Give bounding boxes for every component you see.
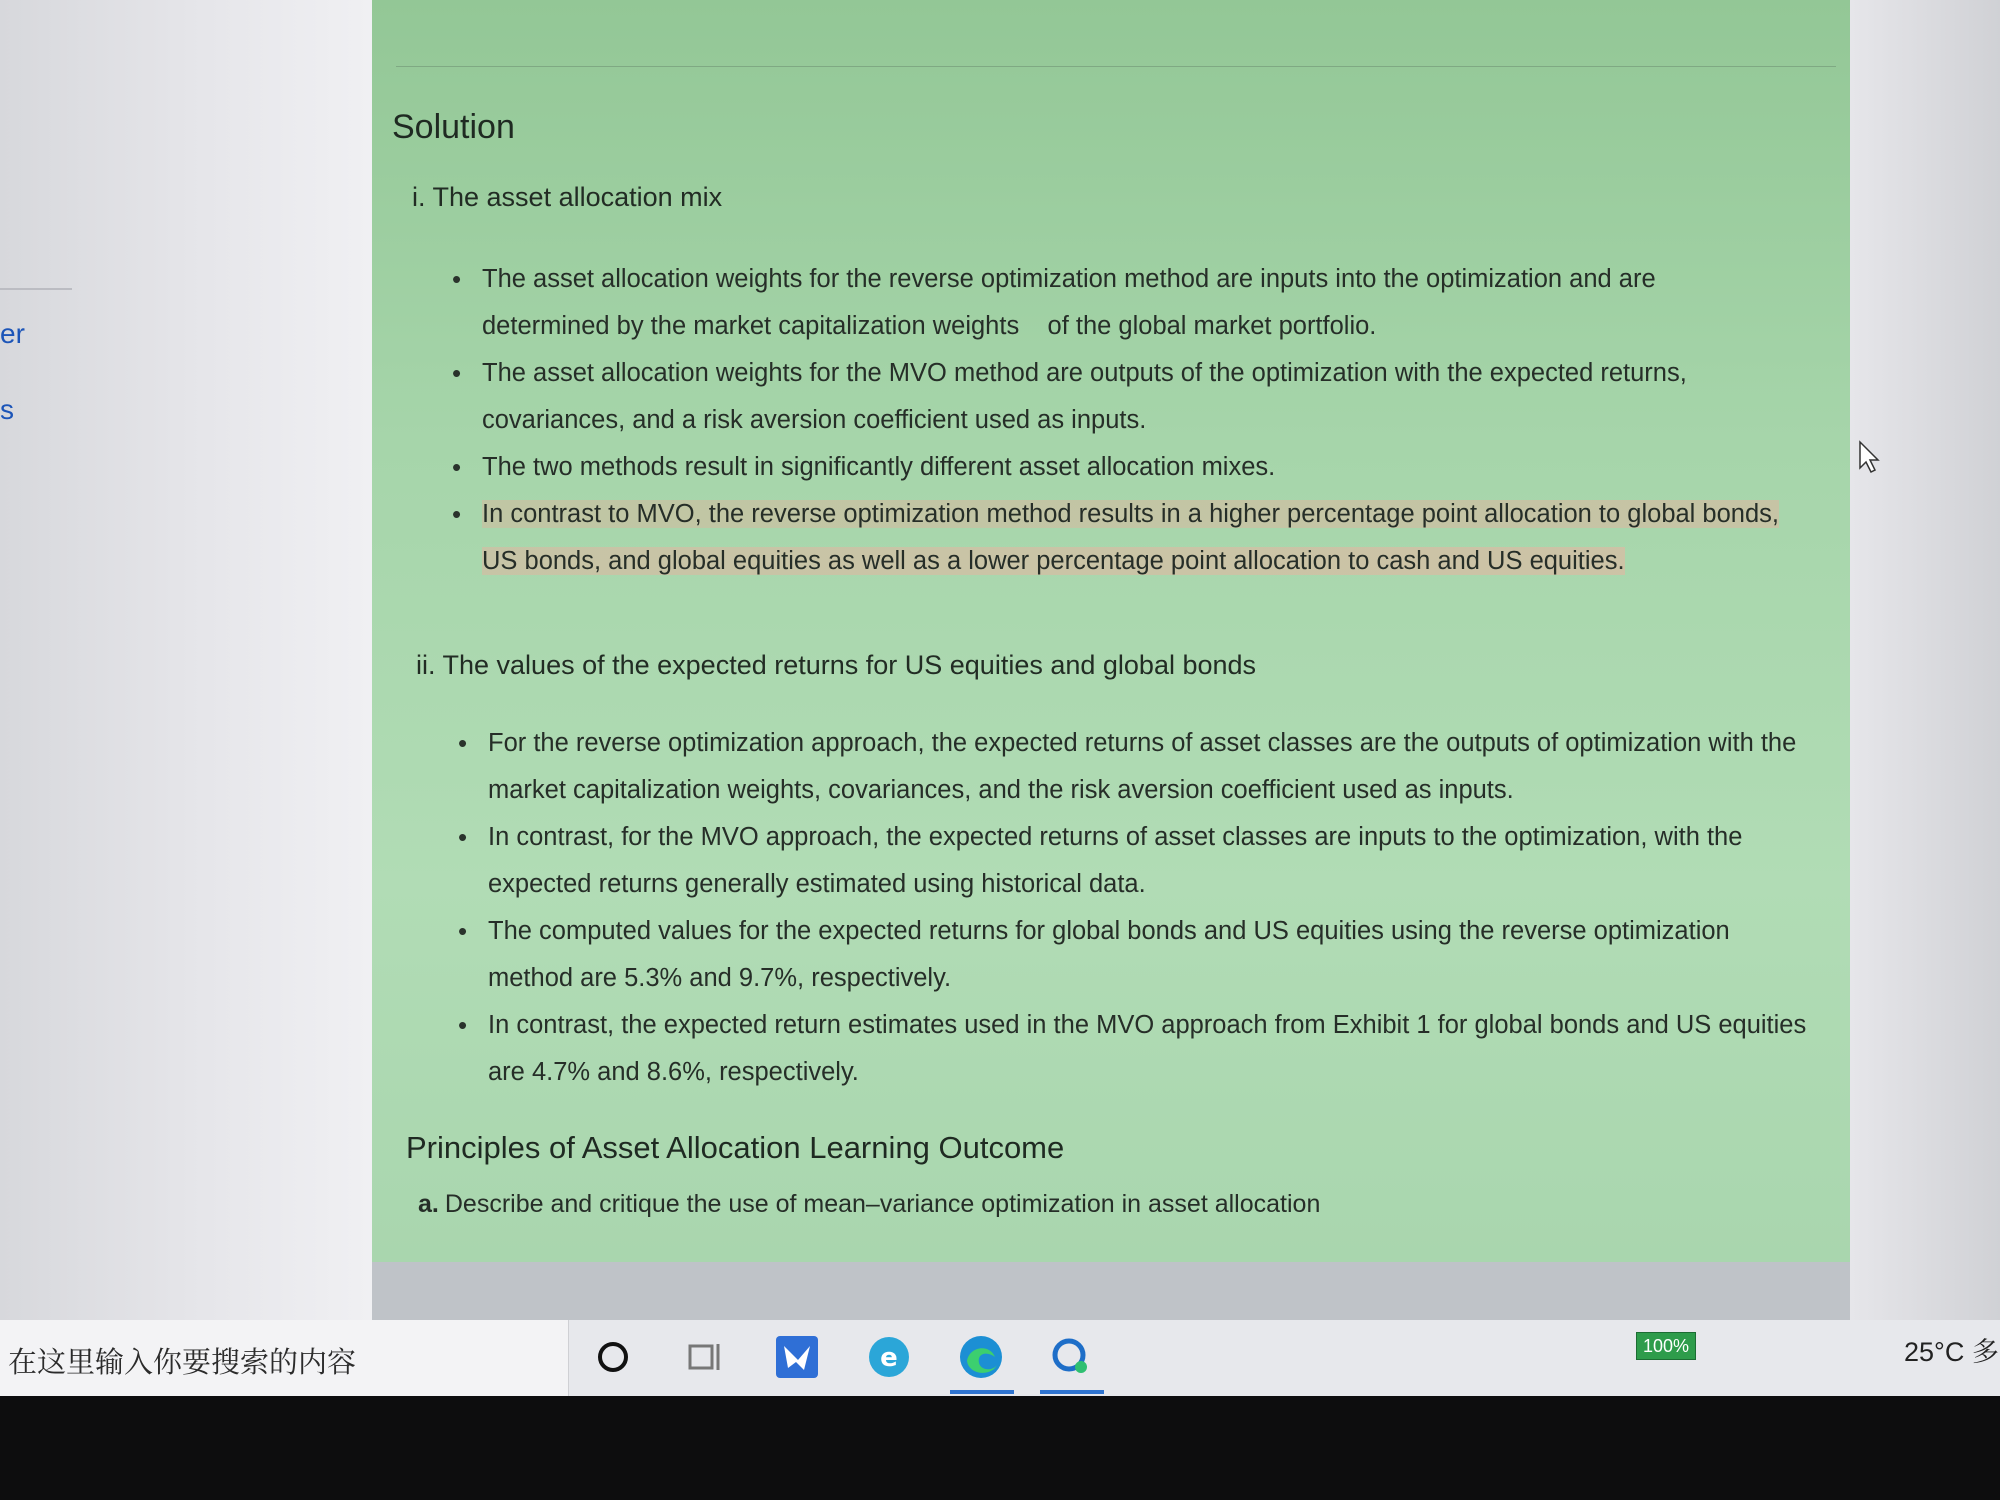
learning-outcome-title: Principles of Asset Allocation Learning Outcome xyxy=(406,1130,1065,1165)
left-sidebar xyxy=(0,0,372,1320)
solution-title: Solution xyxy=(392,108,515,146)
sidebar-item-stub-2[interactable]: s xyxy=(0,394,14,425)
section-1-heading: i. The asset allocation mix xyxy=(412,182,723,212)
ie-icon[interactable] xyxy=(864,1332,914,1382)
feishu-icon[interactable] xyxy=(772,1332,822,1382)
top-divider xyxy=(396,66,1836,67)
section-2-bullets xyxy=(458,720,1808,1096)
list-item-highlighted xyxy=(452,491,1782,585)
svg-text:e: e xyxy=(880,1343,898,1373)
taskbar-search-box[interactable] xyxy=(0,1320,569,1396)
section-2-heading: ii. The values of the expected returns for US equities and global bonds xyxy=(416,650,1257,680)
list-item: • The asset allocation weights for the reverse optimization method are inputs into the optimization and are determined by the market capitalization weights of the global market portfolio. xyxy=(452,256,1782,350)
battery-indicator[interactable]: 100% xyxy=(1636,1332,1696,1360)
highlighted-text: In contrast to MVO, the reverse optimization method results in a higher percentage point allocation to global bonds, US bonds, and global equities as well as a lower percentage point allocation to cash and US equities. xyxy=(482,500,1779,575)
task-view-icon[interactable] xyxy=(680,1332,730,1382)
monitor-bezel xyxy=(0,1396,2000,1500)
section-1-bullets xyxy=(452,256,1782,585)
search-input[interactable]: 在这里输入你要搜索的内容 xyxy=(8,1345,357,1379)
edge-active-indicator xyxy=(950,1390,1014,1394)
right-margin xyxy=(1850,0,2000,1320)
chat-icon[interactable] xyxy=(1046,1332,1096,1382)
learning-outcome-item xyxy=(418,1190,1320,1219)
solution-content-panel xyxy=(372,0,1850,1262)
sidebar-divider xyxy=(0,288,72,290)
outcome-item-label: a. xyxy=(418,1190,439,1218)
cortana-circle-icon[interactable] xyxy=(588,1332,638,1382)
edge-icon[interactable] xyxy=(956,1332,1006,1382)
outcome-item-text: Describe and critique the use of mean–variance optimization in asset allocation xyxy=(444,1190,1321,1218)
taskbar xyxy=(0,1320,2000,1396)
list-item: • In contrast, the expected return estimates used in the MVO approach from Exhibit 1 for global bonds and US equities are 4.7% and 8.6%, respectively. xyxy=(458,1002,1808,1096)
list-item: • For the reverse optimization approach, the expected returns of asset classes are the outputs of optimization with the market capitalization weights, covariances, and the risk aversion coefficient used as inputs. xyxy=(458,720,1808,814)
sidebar-item-stub-1[interactable]: er xyxy=(0,318,25,349)
list-item: • The asset allocation weights for the MVO method are outputs of the optimization with the expected returns, covariances, and a risk aversion coefficient used as inputs. xyxy=(452,350,1782,444)
list-item: • In contrast, for the MVO approach, the expected returns of asset classes are inputs to the optimization, with the expected returns generally estimated using historical data. xyxy=(458,814,1808,908)
weather-widget[interactable]: 25°C 多 xyxy=(1904,1337,1999,1367)
mouse-cursor-icon xyxy=(1858,440,1882,474)
list-item: • The computed values for the expected returns for global bonds and US equities using the reverse optimization method are 5.3% and 9.7%, respectively. xyxy=(458,908,1808,1002)
list-item: • The two methods result in significantly different asset allocation mixes. xyxy=(452,444,1782,491)
chat-active-indicator xyxy=(1040,1390,1104,1394)
